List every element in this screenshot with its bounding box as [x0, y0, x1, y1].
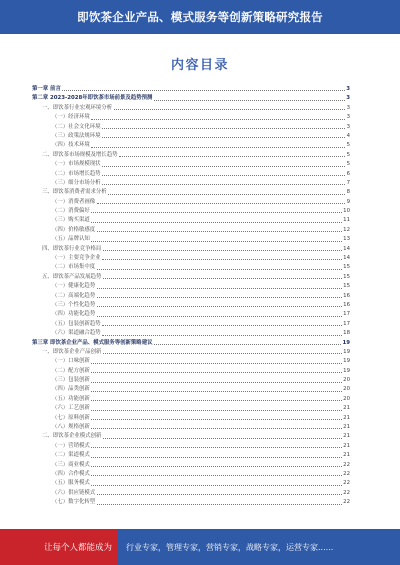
toc-entry-label: 第一章 前言 — [32, 85, 61, 92]
toc-entry-label: （三）细分市场分析 — [52, 179, 101, 186]
toc-entry-page: 17 — [343, 311, 350, 318]
toc-entry-label: （三）购买渠道 — [52, 217, 90, 224]
toc-entry[interactable] — [32, 449, 350, 458]
toc-entry[interactable] — [32, 468, 350, 477]
toc-leader-dots — [114, 109, 345, 110]
footer-slogan-right: 行业专家，管理专家，营销专家，战略专家，运营专家...... — [118, 529, 400, 565]
toc-leader-dots — [97, 504, 342, 505]
toc-entry-page: 21 — [343, 433, 350, 440]
toc-leader-dots — [154, 100, 345, 101]
toc-entry-page: 3 — [346, 114, 350, 121]
toc-leader-dots — [102, 128, 345, 129]
toc-entry-page: 22 — [343, 499, 350, 506]
toc-entry[interactable] — [32, 111, 350, 120]
toc-entry-label: 三、即饮茶消费者需求分析 — [42, 189, 107, 196]
toc-entry-page: 22 — [343, 461, 350, 468]
toc-leader-dots — [91, 410, 341, 411]
toc-entry-page: 15 — [343, 283, 350, 290]
toc-entry-label: （三）政策法规环境 — [52, 132, 101, 139]
toc-entry[interactable] — [32, 205, 350, 214]
toc-leader-dots — [91, 419, 341, 420]
toc-entry[interactable] — [32, 318, 350, 327]
toc-entry[interactable] — [32, 440, 350, 449]
toc-entry-label: （五）功能创新 — [52, 395, 90, 402]
toc-entry-page: 21 — [343, 452, 350, 459]
toc-entry[interactable] — [32, 355, 350, 364]
toc-leader-dots — [103, 438, 342, 439]
toc-entry-page: 19 — [343, 348, 350, 355]
toc-entry-label: （二）市场集中度 — [52, 264, 96, 271]
toc-leader-dots — [97, 269, 342, 270]
toc-leader-dots — [91, 119, 345, 120]
toc-entry-page: 20 — [343, 386, 350, 393]
toc-entry-page: 4 — [346, 132, 350, 139]
toc-leader-dots — [91, 485, 341, 486]
toc-leader-dots — [103, 278, 342, 279]
toc-entry-page: 12 — [343, 226, 350, 233]
toc-entry-label: （一）经济环境 — [52, 114, 90, 121]
toc-entry-page: 19 — [343, 358, 350, 365]
toc-leader-dots — [97, 306, 342, 307]
toc-entry[interactable] — [32, 374, 350, 383]
toc-entry[interactable] — [32, 327, 350, 336]
report-header — [0, 0, 400, 34]
toc-leader-dots — [154, 344, 341, 345]
toc-entry[interactable] — [32, 393, 350, 402]
toc-entry[interactable] — [32, 102, 350, 111]
toc-entry-label: （六）渠道融合趋势 — [52, 330, 101, 337]
toc-entry-page: 18 — [343, 330, 350, 337]
toc-entry[interactable] — [32, 214, 350, 223]
toc-entry[interactable] — [32, 149, 350, 158]
toc-entry-page: 3 — [346, 95, 350, 102]
toc-entry[interactable] — [32, 92, 350, 101]
toc-leader-dots — [91, 372, 341, 373]
toc-entry-page: 21 — [343, 405, 350, 412]
toc-entry-page: 5 — [346, 142, 350, 149]
toc-leader-dots — [91, 382, 341, 383]
toc-entry-label: 第二章 2023-2028年即饮茶市场前景及趋势预测 — [32, 95, 153, 102]
toc-entry-label: （二）社会文化环境 — [52, 123, 101, 130]
toc-leader-dots — [103, 250, 342, 251]
toc-entry-label: 四、即饮茶行业竞争格局 — [42, 245, 102, 252]
toc-entry-label: （五）服务模式 — [52, 480, 90, 487]
toc-entry-page: 21 — [343, 414, 350, 421]
toc-leader-dots — [91, 457, 341, 458]
toc-entry-label: （四）合作模式 — [52, 471, 90, 477]
toc-entry[interactable] — [32, 224, 350, 233]
toc-heading: 内容目录 — [170, 58, 229, 73]
toc-entry[interactable] — [32, 402, 350, 411]
toc-entry-page: 22 — [343, 480, 350, 487]
toc-entry-page: 20 — [343, 377, 350, 384]
toc-entry-label: （一）消费者画像 — [52, 198, 96, 205]
toc-entry-page: 15 — [343, 273, 350, 280]
toc-entry-page: 16 — [343, 292, 350, 299]
toc-leader-dots — [91, 241, 341, 242]
toc-entry-page: 6 — [346, 170, 350, 177]
toc-entry-label: 五、即饮茶产品发展趋势 — [42, 273, 102, 280]
toc-entry[interactable] — [32, 177, 350, 186]
toc-entry-label: （三）包装创新 — [52, 377, 90, 384]
toc-entry[interactable] — [32, 243, 350, 252]
toc-leader-dots — [102, 166, 345, 167]
toc-entry[interactable] — [32, 421, 350, 430]
toc-entry-label: 一、即饮茶行业宏观环境分析 — [42, 104, 113, 111]
toc-entry-label: （四）品类创新 — [52, 386, 90, 393]
toc-entry-label: （七）数字化转型 — [52, 499, 96, 506]
toc-entry-label: （二）配方创新 — [52, 367, 90, 374]
toc-entry-label: （四）技术环境 — [52, 142, 90, 149]
toc-leader-dots — [97, 288, 342, 289]
toc-leader-dots — [97, 297, 342, 298]
toc-entry-page: 22 — [343, 489, 350, 496]
toc-entry-page: 10 — [343, 208, 350, 215]
toc-entry-label: （二）市场增长趋势 — [52, 170, 101, 177]
toc-leader-dots — [91, 147, 345, 148]
toc-entry[interactable] — [32, 496, 350, 505]
toc-entry[interactable] — [32, 83, 350, 92]
toc-entry-page: 3 — [346, 85, 350, 92]
toc-entry-page: 21 — [343, 442, 350, 449]
toc-entry-label: （一）营销模式 — [52, 442, 90, 449]
toc-leader-dots — [97, 494, 342, 495]
toc-entry-label: （七）原料创新 — [52, 414, 90, 421]
toc-entry-page: 5 — [346, 161, 350, 168]
toc-leader-dots — [102, 325, 342, 326]
toc-entry-page: 11 — [343, 217, 350, 224]
toc-leader-dots — [102, 184, 345, 185]
toc-entry-label: 第三章 即饮茶企业产品、模式服务等创新策略建议 — [32, 339, 153, 346]
toc-entry-label: （三）商业模式 — [52, 461, 90, 468]
toc-leader-dots — [119, 156, 345, 157]
footer-banner — [0, 529, 400, 565]
toc-entry[interactable] — [32, 384, 350, 393]
toc-entry-page: 7 — [346, 179, 350, 186]
toc-entry[interactable] — [32, 196, 350, 205]
report-title: 即饮茶企业产品、模式服务等创新策略研究报告 — [77, 10, 323, 24]
toc-entry[interactable] — [32, 487, 350, 496]
toc-leader-dots — [91, 447, 341, 448]
toc-entry-page: 22 — [343, 471, 350, 477]
toc-entry-page: 9 — [346, 198, 350, 205]
toc-entry[interactable] — [32, 477, 350, 486]
toc-leader-dots — [103, 353, 342, 354]
table-of-contents — [32, 83, 350, 506]
toc-entry-label: （一）市场规模现状 — [52, 161, 101, 168]
toc-leader-dots — [91, 391, 341, 392]
toc-entry[interactable] — [32, 186, 350, 195]
toc-entry-label: 二、即饮茶市场规模及增长趋势 — [42, 151, 118, 158]
toc-entry[interactable] — [32, 346, 350, 355]
toc-entry-page: 3 — [346, 123, 350, 130]
toc-entry[interactable] — [32, 299, 350, 308]
toc-entry[interactable] — [32, 308, 350, 317]
toc-entry-page: 13 — [343, 236, 350, 243]
toc-entry-page: 19 — [342, 339, 350, 346]
toc-entry[interactable] — [32, 121, 350, 130]
toc-entry-label: （五）品牌认知 — [52, 236, 90, 243]
toc-entry-label: （一）口味创新 — [52, 358, 90, 365]
toc-entry[interactable] — [32, 430, 350, 439]
toc-entry[interactable] — [32, 412, 350, 421]
toc-leader-dots — [97, 316, 342, 317]
toc-entry[interactable] — [32, 168, 350, 177]
toc-entry-page: 15 — [343, 264, 350, 271]
toc-entry[interactable] — [32, 233, 350, 242]
toc-entry-label: （二）高端化趋势 — [52, 292, 96, 299]
toc-entry[interactable] — [32, 337, 350, 346]
toc-entry-label: （四）功能化趋势 — [52, 311, 96, 318]
toc-entry-label: （五）包装创新趋势 — [52, 320, 101, 327]
toc-entry-label: （一）健康化趋势 — [52, 283, 96, 290]
toc-leader-dots — [91, 363, 341, 364]
toc-entry[interactable] — [32, 130, 350, 139]
toc-entry-label: （三）个性化趋势 — [52, 301, 96, 308]
toc-entry-label: （六）供应链模式 — [52, 489, 96, 496]
toc-entry-label: （八）规格创新 — [52, 424, 90, 431]
toc-entry-page: 20 — [343, 395, 350, 402]
toc-leader-dots — [91, 222, 341, 223]
toc-leader-dots — [102, 259, 342, 260]
toc-entry[interactable] — [32, 139, 350, 148]
toc-leader-dots — [102, 175, 345, 176]
toc-entry-label: 二、即饮茶企业模式创新 — [42, 433, 102, 440]
toc-entry-page: 17 — [343, 320, 350, 327]
toc-entry-label: （四）价格敏感度 — [52, 226, 96, 233]
toc-leader-dots — [97, 231, 342, 232]
toc-entry-page: 16 — [343, 301, 350, 308]
toc-entry-page: 14 — [343, 245, 350, 252]
toc-entry-page: 8 — [346, 189, 350, 196]
toc-entry-label: 一、即饮茶企业产品创新 — [42, 348, 102, 355]
toc-entry[interactable] — [32, 365, 350, 374]
toc-entry[interactable] — [32, 158, 350, 167]
toc-entry[interactable] — [32, 252, 350, 261]
toc-entry-label: （一）主要竞争企业 — [52, 255, 101, 262]
toc-entry[interactable] — [32, 459, 350, 468]
toc-entry[interactable] — [32, 280, 350, 289]
toc-leader-dots — [102, 137, 345, 138]
toc-leader-dots — [102, 335, 342, 336]
toc-entry[interactable] — [32, 271, 350, 280]
toc-leader-dots — [97, 203, 345, 204]
toc-entry[interactable] — [32, 290, 350, 299]
toc-entry-page: 5 — [346, 151, 350, 158]
toc-entry-page: 21 — [343, 424, 350, 431]
toc-entry-label: （六）工艺创新 — [52, 405, 90, 412]
toc-entry-page: 19 — [343, 367, 350, 374]
toc-entry-label: （二）渠道模式 — [52, 452, 90, 459]
toc-leader-dots — [91, 428, 341, 429]
toc-entry-page: 14 — [343, 255, 350, 262]
toc-entry-page: 3 — [346, 104, 350, 111]
toc-leader-dots — [62, 90, 344, 91]
toc-entry-label: （二）消费偏好 — [52, 208, 90, 215]
toc-leader-dots — [108, 194, 345, 195]
toc-entry[interactable] — [32, 261, 350, 270]
toc-leader-dots — [91, 466, 341, 467]
toc-leader-dots — [91, 212, 341, 213]
toc-leader-dots — [91, 400, 341, 401]
toc-leader-dots — [91, 475, 341, 476]
footer-slogan-left: 让每个人都能成为 — [0, 529, 118, 565]
